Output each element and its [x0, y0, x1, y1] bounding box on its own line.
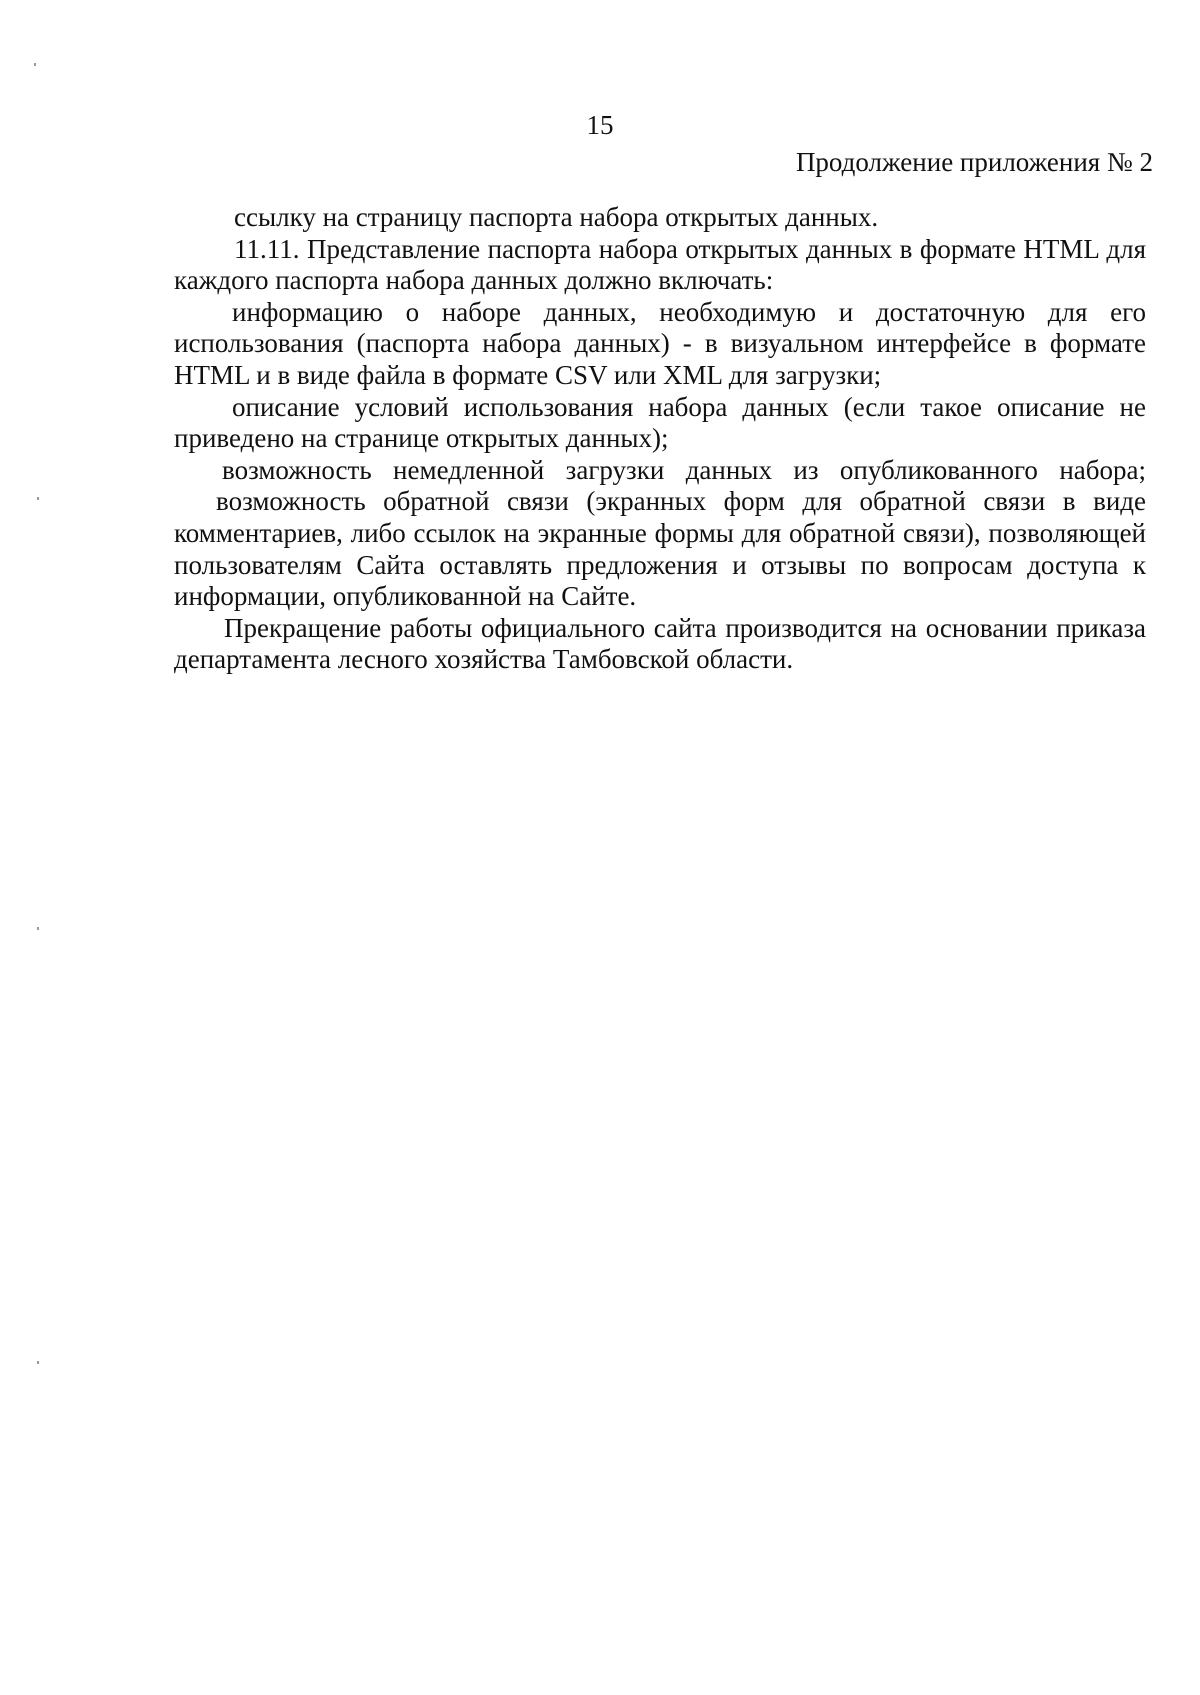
document-body [174, 202, 1146, 676]
scan-speck [37, 927, 39, 930]
page-number: 15 [586, 110, 614, 140]
scan-speck [34, 63, 36, 66]
paragraph: возможность обратной связи (экранных форм для обратной связи в виде комментариев, либо ссылок на экранные формы для обратной связи), позволяющей пользователям Сайта оставлять предложения и отзывы по вопросам доступа к информации, опубликованной на Сайте. [174, 486, 1146, 612]
paragraph: описание условий использования набора данных (если такое описание не приведено на странице открытых данных); [174, 391, 1146, 454]
paragraph: возможность немедленной загрузки данных из опубликованного набора; [222, 454, 1146, 485]
paragraph: 11.11. Представление паспорта набора открытых данных в формате HTML для каждого паспорта набора данных должно включать: [174, 233, 1146, 296]
scan-speck [37, 1361, 39, 1364]
scan-speck [37, 497, 39, 500]
appendix-header: Продолжение приложения № 2 [795, 147, 1153, 177]
paragraph: ссылку на страницу паспорта набора открытых данных. [234, 202, 879, 232]
paragraph: Прекращение работы официального сайта производится на основании приказа департамента лесного хозяйства Тамбовской области. [174, 612, 1146, 675]
paragraph: информацию о наборе данных, необходимую и достаточную для его использования (паспорта набора данных) - в визуальном интерфейсе в формате HTML и в виде файла в формате CSV или XML для загрузки; [174, 296, 1146, 390]
